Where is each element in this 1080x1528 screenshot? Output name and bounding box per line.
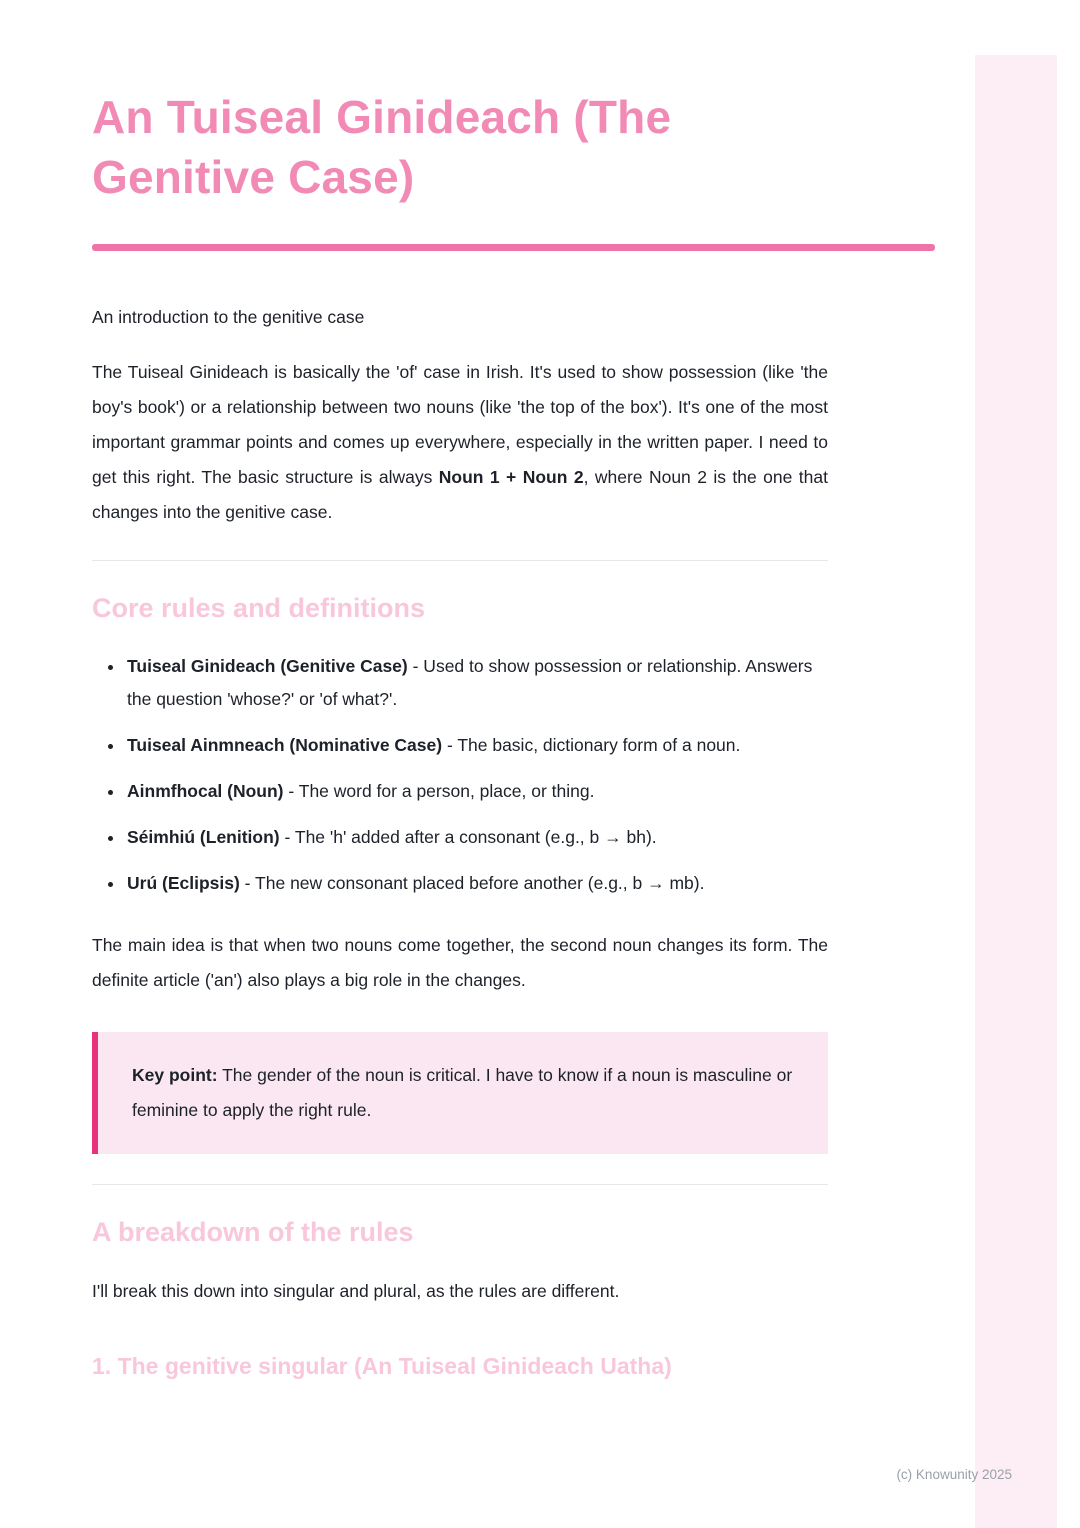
list-item	[125, 729, 828, 762]
definition-desc: - The new consonant placed before another (e.g., b → mb).	[239, 872, 705, 893]
copyright-footer: (c) Knowunity 2025	[896, 1467, 1012, 1482]
intro-paragraph-bold: Noun 1 + Noun 2	[438, 466, 584, 487]
section-divider	[92, 1184, 828, 1185]
list-item	[125, 821, 828, 854]
intro-subtitle: An introduction to the genitive case	[92, 306, 365, 327]
list-item	[125, 775, 828, 808]
definition-desc: - The basic, dictionary form of a noun.	[442, 734, 741, 755]
list-item	[125, 867, 828, 900]
main-idea-paragraph: The main idea is that when two nouns come together, the second noun changes its form. The definite article ('an') also plays a big role in the changes.	[92, 934, 828, 990]
side-strip-decoration	[975, 55, 1057, 1528]
key-point-body: The gender of the noun is critical. I have to know if a noun is masculine or feminine to apply the right rule.	[132, 1064, 793, 1120]
key-point-text	[132, 1058, 796, 1128]
breakdown-intro: I'll break this down into singular and plural, as the rules are different.	[92, 1280, 620, 1301]
title-underline-rule	[92, 244, 935, 251]
definition-desc: - Used to show possession or relationship. Answers the question 'whose?' or 'of what?'.	[127, 655, 813, 709]
intro-paragraph-text: The Tuiseal Ginideach is basically the 'of' case in Irish. It's used to show possession (like 'the boy's book') or a relationship between two nouns (like 'the top of the box'). It's one of the most important grammar points and comes up everywhere, especially in the written paper. I need to get this right. The basic structure is always	[92, 361, 828, 487]
definition-term: Tuiseal Ainmneach (Nominative Case)	[127, 734, 443, 755]
definition-term: Urú (Eclipsis)	[127, 872, 240, 893]
intro-paragraph-tail: , where Noun 2 is the one that changes into the genitive case.	[92, 466, 828, 522]
definition-term: Ainmfhocal (Noun)	[127, 780, 284, 801]
document-content	[92, 88, 828, 1380]
breakdown-heading: A breakdown of the rules	[92, 1216, 414, 1247]
definition-desc: - The word for a person, place, or thing.	[283, 780, 595, 801]
section-divider	[92, 560, 828, 561]
definition-term: Séimhiú (Lenition)	[127, 826, 280, 847]
definition-desc: - The 'h' added after a consonant (e.g., b → bh).	[279, 826, 657, 847]
key-point-callout	[92, 1032, 828, 1154]
core-rules-heading: Core rules and definitions	[92, 592, 426, 623]
genitive-singular-subheading: 1. The genitive singular (An Tuiseal Ginideach Uatha)	[92, 1352, 672, 1379]
page-title: An Tuiseal Ginideach (The Genitive Case)	[92, 91, 672, 203]
intro-paragraph	[92, 355, 828, 530]
key-point-label: Key point:	[132, 1064, 218, 1085]
definitions-list	[92, 650, 828, 900]
list-item	[125, 650, 828, 716]
definition-term: Tuiseal Ginideach (Genitive Case)	[127, 655, 408, 676]
